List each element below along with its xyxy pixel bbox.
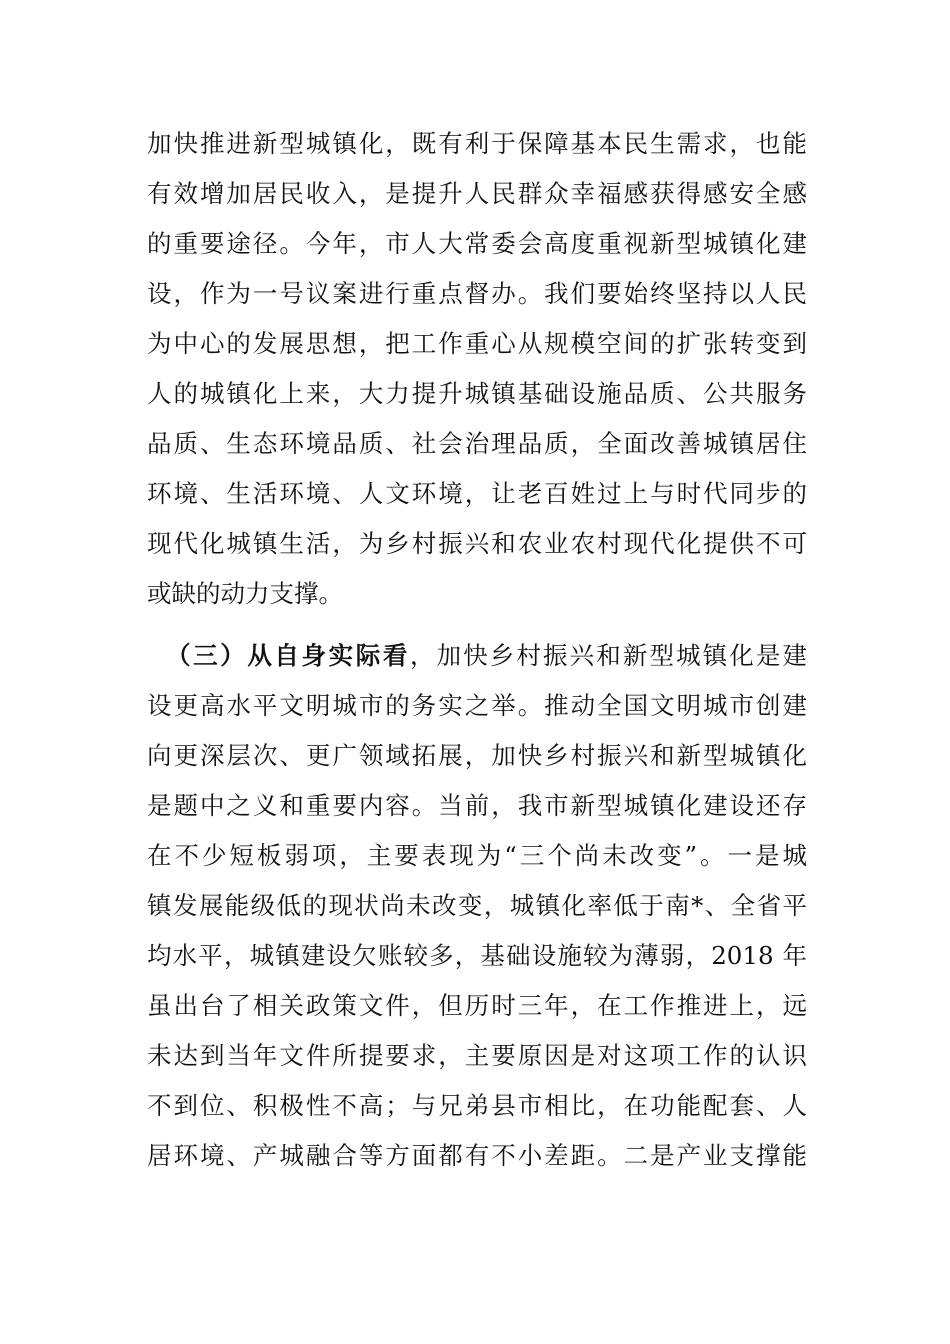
heading-line-rest: ，加快乡村振兴和新型城镇化是建 xyxy=(409,641,808,670)
text-line: 均水平，城镇建设欠账较多，基础设施较为薄弱，2018 年 xyxy=(147,941,807,970)
text-line: 是题中之义和重要内容。当前，我市新型城镇化建设还存 xyxy=(147,791,807,820)
section-heading-line xyxy=(166,636,807,676)
text-line: 环境、生活环境、人文环境，让老百姓过上与时代同步的 xyxy=(147,479,807,508)
text-line: 设，作为一号议案进行重点督办。我们要始终坚持以人民 xyxy=(147,279,807,308)
text-line: 现代化城镇生活，为乡村振兴和农业农村现代化提供不可 xyxy=(147,529,807,558)
text-line: 加快推进新型城镇化，既有利于保障基本民生需求，也能 xyxy=(147,129,807,158)
text-line: 的重要途径。今年，市人大常委会高度重视新型城镇化建 xyxy=(147,229,807,258)
section-heading: （三）从自身实际看 xyxy=(166,641,410,670)
text-line: 为中心的发展思想，把工作重心从规模空间的扩张转变到 xyxy=(147,329,807,358)
text-line: 在不少短板弱项，主要表现为“三个尚未改变”。一是城 xyxy=(147,841,807,870)
text-line: 虽出台了相关政策文件，但历时三年，在工作推进上，远 xyxy=(147,991,807,1020)
text-line: 居环境、产城融合等方面都有不小差距。二是产业支撑能 xyxy=(147,1141,807,1170)
text-line: 未达到当年文件所提要求，主要原因是对这项工作的认识 xyxy=(147,1041,807,1070)
text-line: 设更高水平文明城市的务实之举。推动全国文明城市创建 xyxy=(147,691,807,720)
text-line: 不到位、积极性不高；与兄弟县市相比，在功能配套、人 xyxy=(147,1091,807,1120)
text-line: 品质、生态环境品质、社会治理品质，全面改善城镇居住 xyxy=(147,429,807,458)
text-line: 向更深层次、更广领域拓展，加快乡村振兴和新型城镇化 xyxy=(147,741,807,770)
text-line: 或缺的动力支撑。 xyxy=(147,579,343,608)
text-line: 人的城镇化上来，大力提升城镇基础设施品质、公共服务 xyxy=(147,379,807,408)
text-line: 镇发展能级低的现状尚未改变，城镇化率低于南*、全省平 xyxy=(147,891,807,920)
text-line: 有效增加居民收入，是提升人民群众幸福感获得感安全感 xyxy=(147,179,807,208)
